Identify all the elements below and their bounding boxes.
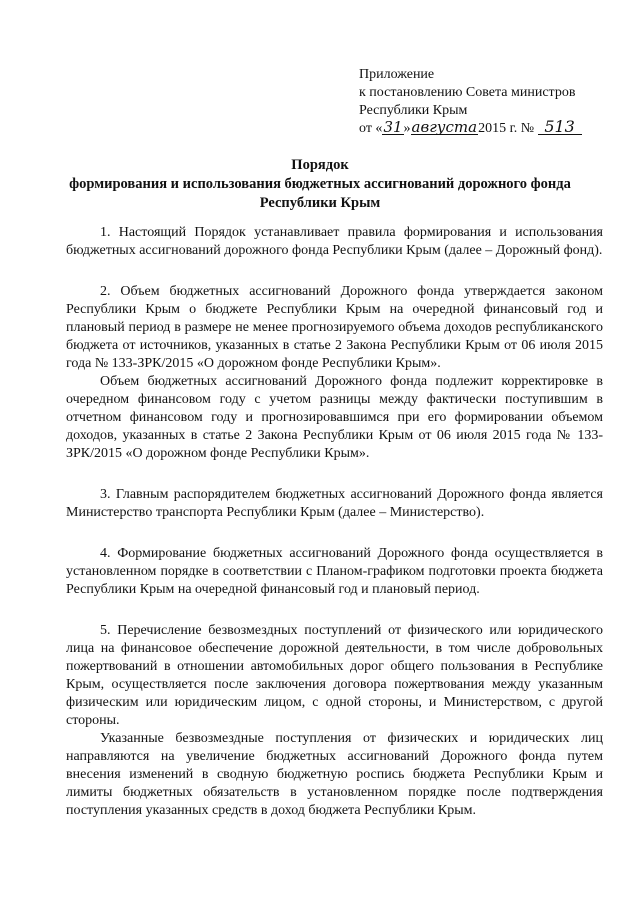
title-line-3: Республики Крым — [259, 195, 381, 211]
handwritten-month: августа — [411, 118, 478, 136]
handwritten-day: 31 — [383, 118, 403, 136]
date-mid: » — [403, 121, 411, 136]
paragraph-4: 4. Формирование бюджетных ассигнований Дорожного фонда осуществляется в установленном порядке в соответствии с Планом-графиком подготовки проекта бюджета Республики Крым на очередной финансовый год и плановый период. — [66, 546, 603, 597]
paragraph-3: 3. Главным распорядителем бюджетных ассигнований Дорожного фонда является Министерство транспорта Республики Крым (далее – Министерство). — [66, 487, 603, 520]
paragraph-1: 1. Настоящий Порядок устанавливает правила формирования и использования бюджетных ассигнований дорожного фонда Республики Крым (далее – Дорожный фонд). — [66, 225, 603, 258]
document-body — [66, 224, 603, 820]
paragraph-5: 5. Перечисление безвозмездных поступлений от физического или юридического лица на финансовое обеспечение дорожной деятельности, в том числе добровольных пожертвований в отношении автомобильных дорог общего пользования в Республике Крым, осуществляется после заключения договора пожертвования между указанным физическим или юридическим лицом, с одной стороны, и Министерством, с другой стороны. — [66, 623, 603, 728]
paragraph-2: 2. Объем бюджетных ассигнований Дорожного фонда утверждается законом Республики Крым о бюджете Республики Крым на очередной финансовый год и плановый период в размере не менее прогнозируемого объема доходов республиканского бюджета от источников, указанных в статье 2 Закона Республики Крым от 06 июля 2015 года № 133-ЗРК/2015 «О дорожном фонде Республики Крым». — [66, 284, 603, 371]
date-prefix: от « — [359, 121, 383, 136]
appendix-republic-line: Республики Крым — [359, 103, 468, 118]
appendix-title: Приложение — [359, 67, 435, 82]
paragraph-5-continued: Указанные безвозмездные поступления от физических и юридических лиц направляются на увеличение бюджетных ассигнований Дорожного фонда путем внесения изменений в сводную бюджетную роспись бюджета Республики Крым и лимиты бюджетных обязательств в установленном порядке после подтверждения поступления указанных средств в доход бюджета Республики Крым. — [66, 731, 603, 818]
appendix-date-line — [359, 117, 619, 138]
paragraph-2-continued: Объем бюджетных ассигнований Дорожного фонда подлежит корректировке в очередном финансовом году с учетом разницы между фактически поступившим в отчетном финансовом году и прогнозировавшимся при его формировании объемом доходов, указанных в статье 2 Закона Республики Крым от 06 июля 2015 года № 133-ЗРК/2015 «О дорожном фонде Республики Крым». — [66, 374, 603, 461]
document-title — [20, 156, 620, 213]
appendix-header — [359, 66, 619, 138]
handwritten-number: 513 — [538, 120, 582, 135]
appendix-resolution-line: к постановлению Совета министров — [359, 85, 576, 100]
date-year: 2015 г. № — [478, 121, 535, 136]
title-line-1: Порядок — [291, 157, 349, 173]
title-line-2: формирования и использования бюджетных ассигнований дорожного фонда — [69, 176, 571, 192]
